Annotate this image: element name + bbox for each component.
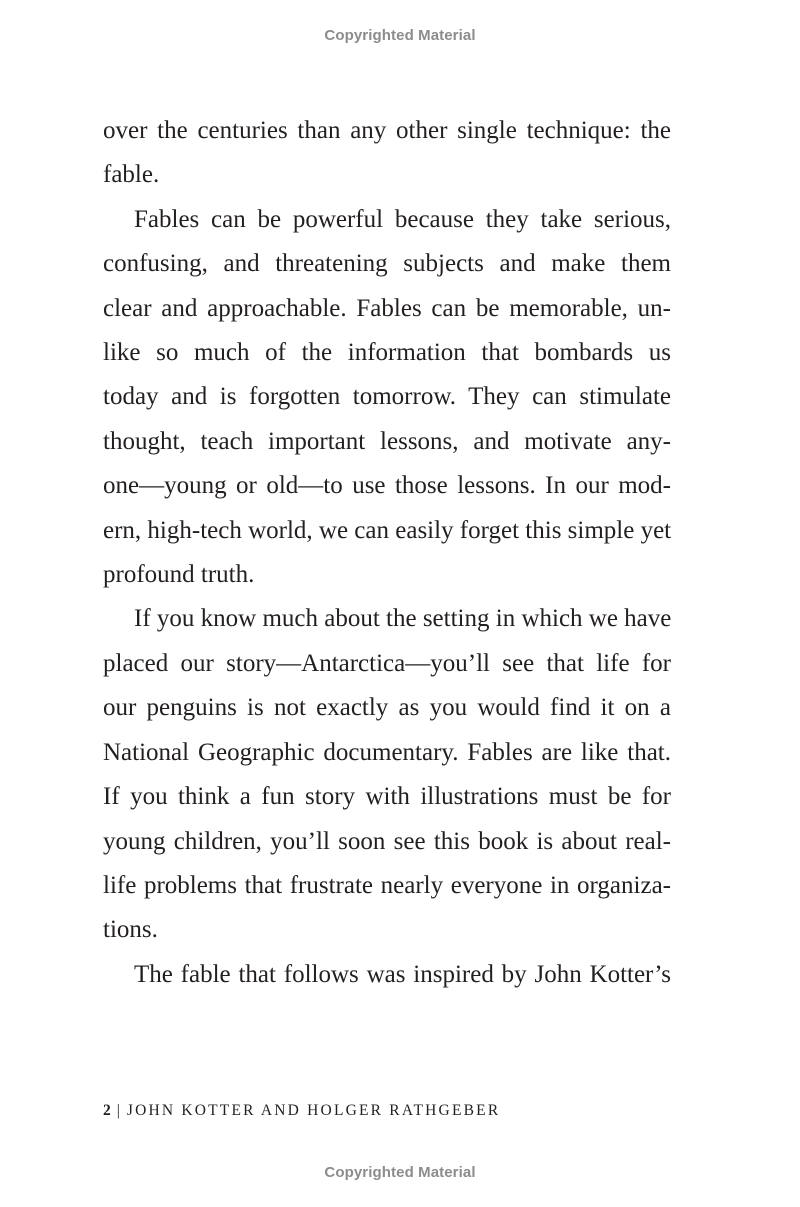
text-line: placed our story—Antarctica—you’ll see that life for bbox=[103, 649, 671, 677]
paragraph-2 bbox=[103, 198, 671, 598]
text-line: life problems that frustrate nearly everyone in organiza- bbox=[103, 871, 671, 899]
footer-separator: | bbox=[116, 1102, 120, 1119]
text-line: fable. bbox=[103, 161, 160, 189]
paragraph-3 bbox=[103, 597, 671, 952]
text-line: our penguins is not exactly as you would find it on a bbox=[103, 694, 671, 722]
text-line: If you know much about the setting in which we have bbox=[134, 605, 672, 633]
paragraph-1 bbox=[103, 109, 671, 198]
text-line: one—young or old—to use those lessons. In our mod- bbox=[103, 472, 671, 500]
running-head: JOHN KOTTER AND HOLGER RATHGEBER bbox=[126, 1102, 501, 1119]
paragraph-4 bbox=[103, 953, 671, 997]
text-line: young children, you’ll soon see this book is about real- bbox=[103, 827, 671, 855]
text-line: today and is forgotten tomorrow. They can stimulate bbox=[103, 383, 671, 411]
running-footer bbox=[103, 1101, 500, 1121]
text-line: tions. bbox=[103, 916, 158, 944]
text-line: The fable that follows was inspired by John Kotter’s bbox=[134, 960, 671, 988]
text-line: ern, high-tech world, we can easily forget this simple yet bbox=[103, 516, 672, 544]
text-line: like so much of the information that bombards us bbox=[103, 339, 671, 367]
text-line: If you think a fun story with illustrations must be for bbox=[103, 783, 671, 811]
text-line: confusing, and threatening subjects and make them bbox=[103, 250, 671, 278]
text-line: Fables can be powerful because they take serious, bbox=[134, 205, 671, 233]
page-number: 2 bbox=[103, 1102, 111, 1119]
text-line: thought, teach important lessons, and motivate any- bbox=[103, 427, 671, 455]
text-line: clear and approachable. Fables can be memorable, un- bbox=[103, 294, 671, 322]
page-body bbox=[103, 109, 671, 997]
text-line: profound truth. bbox=[103, 561, 255, 589]
copyright-watermark-bottom: Copyrighted Material bbox=[324, 1164, 476, 1181]
text-line: National Geographic documentary. Fables are like that. bbox=[103, 738, 671, 766]
text-line: over the centuries than any other single technique: the bbox=[103, 117, 671, 144]
copyright-watermark-top: Copyrighted Material bbox=[324, 27, 476, 44]
